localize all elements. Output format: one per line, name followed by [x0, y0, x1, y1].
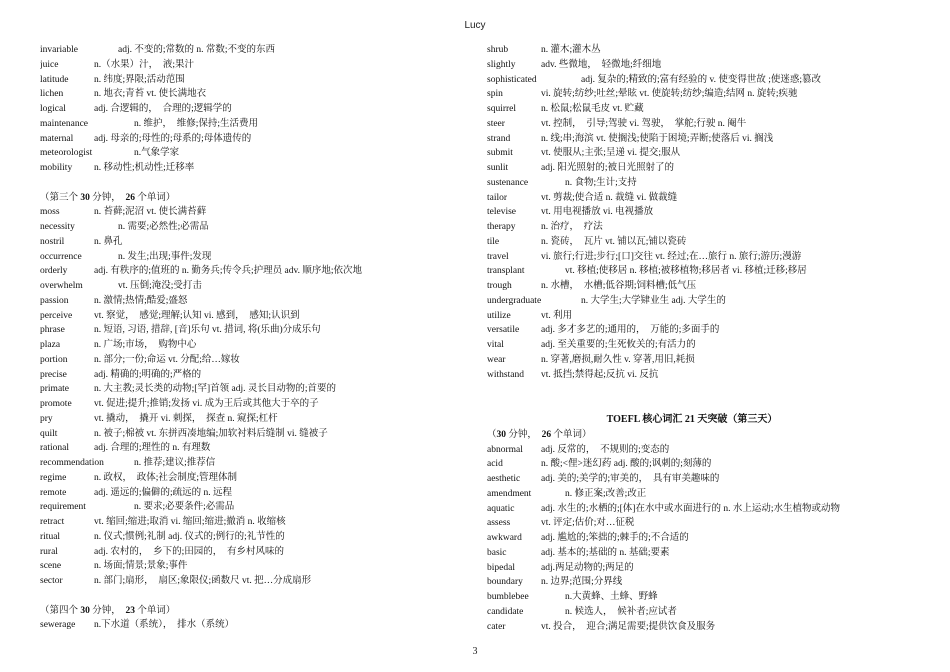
page-header: Lucy	[464, 20, 486, 31]
vocab-entry	[487, 561, 897, 576]
vocab-word: amendment	[487, 488, 532, 499]
vocab-definition: n.下水道（系统）， 排水（系统）	[94, 620, 235, 631]
vocab-word: passion	[40, 295, 69, 306]
page-number: 3	[472, 646, 478, 657]
vocab-word: precise	[40, 369, 67, 380]
vocab-entry	[40, 250, 450, 265]
vocab-definition: n. 穿著,磨损,耐久性 v. 穿著,用旧,耗损	[541, 354, 695, 365]
vocab-word: maintenance	[40, 118, 89, 129]
vocab-word: moss	[40, 207, 60, 218]
vocab-entry	[40, 338, 450, 353]
vocab-definition: vt. 用电视播放 vi. 电视播放	[541, 207, 654, 218]
vocab-definition: adj. 阳光照射的;被日光照射了的	[541, 163, 674, 173]
vocab-entry	[40, 368, 450, 383]
vocab-word: acid	[487, 459, 503, 470]
vocab-entry	[40, 73, 450, 88]
vocab-word: vital	[487, 340, 504, 350]
vocab-entry	[40, 235, 450, 250]
vocab-definition: n. 激情;热情;酷爱;盛怒	[94, 295, 188, 306]
vocab-definition: n.气象学家	[134, 148, 180, 159]
vocab-word: logical	[40, 104, 66, 114]
vocab-entry	[487, 58, 897, 73]
vocab-word: orderly	[40, 266, 68, 277]
vocab-entry	[487, 620, 897, 635]
vocab-definition: n. 大学生;大学肄业生 adj. 大学生的	[581, 295, 726, 306]
vocab-definition: n. 松鼠;松鼠毛皮 vt. 贮藏	[541, 104, 644, 114]
vocab-entry	[40, 146, 450, 161]
vocab-definition: adj. 农村的， 乡下的;田园的， 有乡村风味的	[94, 546, 284, 557]
vocab-entry	[487, 368, 897, 383]
vocab-word: tailor	[487, 192, 508, 203]
vocab-word: aquatic	[487, 503, 515, 514]
vocab-word: perceive	[40, 310, 73, 321]
vocab-entry	[487, 264, 897, 279]
vocab-definition: vt. 抵挡;禁得起;反抗 vi. 反抗	[541, 369, 659, 380]
vocab-word: regime	[40, 472, 67, 483]
vocab-entry	[487, 546, 897, 561]
vocab-definition: n. 鼻孔	[94, 236, 123, 247]
vocab-word: plaza	[40, 340, 61, 350]
vocab-entry	[487, 309, 897, 324]
vocab-definition: adj. 水生的;水栖的;[体]在水中或水面进行的 n. 水上运动;水生植物或动物	[541, 503, 840, 514]
vocab-definition: vt. 利用	[541, 310, 573, 321]
vocab-definition: vt. 撬动， 撬开 vi. 刺探， 探查 n. 窥探;杠杆	[94, 413, 278, 424]
vocab-definition: adj. 母亲的;母性的;母系的;母体遗传的	[94, 133, 252, 144]
vocab-definition: vt. 促进;提升;推销;发扬 vi. 成为王后或其他大于卒的子	[94, 399, 319, 409]
vocab-definition: adj. 复杂的;精致的;富有经验的 v. 使变得世故 ;使迷惑;篡改	[581, 74, 822, 85]
vocab-entry	[40, 515, 450, 530]
vocab-entry	[487, 516, 897, 531]
vocab-word: spin	[487, 89, 503, 100]
vocab-definition: n. 纬度;界限;活动范围	[94, 74, 185, 85]
vocab-word: overwhelm	[40, 281, 83, 291]
vocab-definition: adj. 有秩序的;值班的 n. 勤务兵;传令兵;护理员 adv. 顺序地;依次地	[94, 266, 363, 277]
vocab-entry	[487, 43, 897, 58]
vocab-word: lichen	[40, 89, 64, 100]
vocab-entry	[40, 220, 450, 235]
vocab-entry	[40, 161, 450, 176]
vocab-definition: vt. 控制， 引导;驾驶 vi. 驾驶， 掌舵;行驶 n. 阉牛	[541, 118, 747, 129]
section-title: TOEFL 核心词汇 21 天突破（第三天）	[606, 413, 778, 425]
vocab-definition: adj. 精确的;明确的;严格的	[94, 369, 202, 380]
vocab-word: occurrence	[40, 251, 82, 262]
vocab-word: shrub	[487, 45, 509, 55]
vocab-definition: vt. 察觉， 感觉;理解;认知 vi. 感到， 感知;认识到	[94, 310, 300, 321]
vocab-word: aesthetic	[487, 474, 521, 484]
vocab-word: basic	[487, 547, 507, 558]
vocab-definition: n. 大主教;灵长类的动物;[罕]首领 adj. 灵长目动物的;首要的	[94, 384, 336, 395]
vocab-definition: n. 瓷砖， 瓦片 vt. 铺以瓦;铺以瓷砖	[541, 236, 687, 247]
vocab-word: undergraduate	[487, 295, 542, 306]
vocab-entry	[40, 205, 450, 220]
vocab-entry	[40, 279, 450, 294]
vocab-definition: n. 被子;棉被 vt. 东拼西凑地编;加软衬料后缝制 vi. 缝被子	[94, 428, 328, 439]
vocab-definition: n. 短语, 习语, 措辞, [音]乐句 vt. 措词, 将(乐曲)分成乐句	[94, 325, 321, 336]
vocab-entry	[40, 43, 450, 58]
vocab-word: abnormal	[487, 444, 523, 455]
vocab-entry	[487, 443, 897, 458]
vocab-entry	[40, 500, 450, 515]
vocab-definition: vt. 压倒;淹没;受打击	[118, 281, 202, 291]
vocab-word: sewerage	[40, 620, 76, 631]
vocab-entry	[487, 502, 897, 517]
vocab-entry	[487, 102, 897, 117]
vocab-word: therapy	[487, 222, 516, 232]
vocab-definition: n. 移动性;机动性;迁移率	[94, 163, 195, 173]
vocab-entry	[487, 531, 897, 546]
vocab-entry	[487, 457, 897, 472]
spacer	[487, 397, 897, 412]
vocab-entry	[40, 397, 450, 412]
vocab-definition: vi. 旋转;纺纱;吐丝;晕眩 vt. 使旋转;纺纱;编造;结网 n. 旋转;疾驰	[541, 89, 798, 100]
section-heading-third: （第三个 30 分钟， 26 个单词）	[40, 192, 176, 203]
section-heading-fourth: （第四个 30 分钟， 23 个单词）	[40, 605, 176, 616]
vocab-definition: n. 地衣;青苔 vt. 使长满地衣	[94, 89, 207, 100]
vocab-definition: n. 修正案;改善;改正	[565, 488, 647, 499]
vocab-definition: n.大黄蜂、土蜂、野蜂	[565, 592, 658, 602]
vocab-definition: n. 灌木;灌木丛	[541, 45, 601, 55]
vocab-word: sunlit	[487, 163, 509, 173]
vocab-word: sustenance	[487, 177, 529, 188]
vocab-definition: vt. 评定;估价;对…征税	[541, 518, 635, 529]
vocab-word: retract	[40, 517, 65, 527]
vocab-word: maternal	[40, 133, 74, 144]
vocab-word: cater	[487, 621, 506, 632]
left-column	[40, 43, 450, 633]
vocab-entry	[487, 205, 897, 220]
vocab-definition: n. 政权， 政体;社会制度;管理体制	[94, 472, 238, 483]
vocab-entry	[40, 441, 450, 456]
vocab-word: necessity	[40, 222, 75, 232]
vocab-definition: n. 维护， 维修;保持;生活费用	[134, 118, 259, 129]
vocab-definition: n. 候选人， 候补者;应试者	[565, 606, 677, 617]
vocab-entry	[40, 132, 450, 147]
vocab-word: pry	[40, 413, 53, 424]
vocab-entry	[40, 353, 450, 368]
vocab-definition: adj. 美的;美学的;审美的， 具有审美趣味的	[541, 474, 720, 484]
vocab-entry	[40, 382, 450, 397]
vocab-entry	[487, 487, 897, 502]
vocab-entry	[487, 590, 897, 605]
vocab-entry	[40, 545, 450, 560]
vocab-definition: vt. 投合， 迎合;满足需要;提供饮食及服务	[541, 621, 716, 632]
vocab-entry	[40, 102, 450, 117]
vocab-word: mobility	[40, 163, 73, 173]
vocab-definition: n. 线;串;海滨 vt. 使搁浅;使陷于困境;弄断;使落后 vi. 搁浅	[541, 133, 774, 144]
vocab-entry	[487, 353, 897, 368]
vocab-entry	[487, 575, 897, 590]
vocab-word: rural	[40, 546, 58, 557]
vocab-word: remote	[40, 487, 67, 498]
vocab-definition: vt. 移植;使移居 n. 移植;被移植物;移居者 vi. 移植;迁移;移居	[565, 266, 807, 277]
vocab-word: meteorologist	[40, 148, 93, 159]
vocab-entry	[487, 176, 897, 191]
vocab-word: versatile	[487, 325, 520, 336]
vocab-definition: n. 仪式;惯例;礼制 adj. 仪式的;例行的;礼节性的	[94, 531, 285, 542]
vocab-entry	[40, 87, 450, 102]
vocab-word: latitude	[40, 74, 69, 85]
vocab-entry	[40, 456, 450, 471]
vocab-word: strand	[487, 133, 511, 144]
vocab-list-left-1	[40, 43, 450, 176]
vocab-word: assess	[487, 518, 511, 529]
spacer	[40, 589, 450, 604]
vocab-word: transplant	[487, 266, 525, 277]
vocab-definition: vt. 使服从;主张;呈递 vi. 提交;服从	[541, 148, 681, 159]
vocab-definition: adj. 不变的;常数的 n. 常数;不变的东西	[118, 45, 276, 55]
vocab-definition: vi. 旅行;行进;步行;[口]交往 vt. 经过;在…旅行 n. 旅行;游历;漫游	[541, 251, 802, 262]
vocab-definition: adj. 反常的， 不规则的;变态的	[541, 444, 670, 455]
vocab-list-left-3	[40, 618, 450, 633]
vocab-word: candidate	[487, 606, 524, 617]
vocab-entry	[40, 486, 450, 501]
vocab-definition: adj. 基本的;基础的 n. 基础;要素	[541, 547, 670, 558]
vocab-word: boundary	[487, 577, 523, 588]
vocab-definition: adj. 遥远的;偏僻的;疏远的 n. 远程	[94, 487, 233, 498]
vocab-entry	[40, 530, 450, 545]
vocab-entry	[40, 574, 450, 589]
vocab-list-right-1	[487, 43, 897, 382]
vocab-definition: n. 要求;必要条件;必需品	[134, 502, 235, 513]
vocab-word: travel	[487, 251, 509, 262]
vocab-definition: n. 治疗， 疗法	[541, 222, 603, 232]
vocab-word: bumblebee	[487, 592, 529, 602]
spacer	[487, 382, 897, 397]
vocab-word: sector	[40, 576, 63, 586]
vocab-definition: n. 发生;出现;事件;发现	[118, 251, 212, 262]
vocab-word: bipedal	[487, 562, 515, 573]
vocab-entry	[487, 279, 897, 294]
vocab-list-right-2	[487, 443, 897, 635]
vocab-entry	[487, 117, 897, 132]
vocab-definition: n. 需要;必然性;必需品	[118, 222, 209, 232]
vocab-word: rational	[40, 443, 70, 454]
vocab-entry	[40, 264, 450, 279]
vocab-definition: n.（水果）汁， 液;果汁	[94, 59, 195, 70]
vocab-entry	[487, 323, 897, 338]
vocab-word: juice	[40, 59, 59, 70]
vocab-word: primate	[40, 384, 70, 395]
vocab-entry	[487, 73, 897, 88]
vocab-definition: adj. 合逻辑的， 合理的;逻辑学的	[94, 104, 232, 114]
vocab-entry	[40, 323, 450, 338]
vocab-word: recommendation	[40, 458, 104, 468]
vocab-entry	[487, 235, 897, 250]
vocab-definition: n. 水槽， 水槽;低谷期;饲料槽;低气压	[541, 281, 697, 291]
vocab-entry	[40, 412, 450, 427]
vocab-word: trough	[487, 281, 512, 291]
vocab-word: withstand	[487, 369, 524, 380]
vocab-entry	[40, 427, 450, 442]
vocab-entry	[487, 161, 897, 176]
vocab-definition: n. 酸;<俚>迷幻药 adj. 酸的;讽刺的;刻薄的	[541, 459, 712, 470]
vocab-word: sophisticated	[487, 74, 537, 85]
vocab-word: invariable	[40, 45, 78, 55]
vocab-word: quilt	[40, 428, 58, 439]
vocab-entry	[40, 294, 450, 309]
vocab-definition: adj. 尴尬的;笨拙的;棘手的;不合适的	[541, 533, 689, 543]
vocab-entry	[487, 294, 897, 309]
vocab-word: televise	[487, 207, 517, 218]
vocab-definition: adj. 多才多艺的;通用的， 万能的;多面手的	[541, 325, 720, 336]
vocab-definition: n. 苔藓;泥沼 vt. 使长满苔藓	[94, 207, 207, 218]
vocab-definition: n. 部分;一份;命运 vt. 分配;给…嫁妆	[94, 354, 240, 365]
vocab-word: submit	[487, 148, 513, 159]
vocab-entry	[487, 146, 897, 161]
right-column	[487, 43, 897, 634]
vocab-entry	[487, 250, 897, 265]
vocab-entry	[487, 191, 897, 206]
vocab-entry	[40, 471, 450, 486]
vocab-list-left-2	[40, 205, 450, 589]
vocab-definition: adj. 合理的;理性的 n. 有理数	[94, 443, 211, 454]
vocab-word: utilize	[487, 310, 511, 321]
vocab-definition: adj.两足动物的;两足的	[541, 562, 634, 573]
vocab-entry	[487, 605, 897, 620]
vocab-word: portion	[40, 354, 68, 365]
section-heading-day3: （30 分钟， 26 个单词）	[487, 429, 592, 440]
vocab-entry	[487, 220, 897, 235]
vocab-entry	[40, 559, 450, 574]
vocab-word: phrase	[40, 325, 65, 336]
vocab-word: ritual	[40, 531, 61, 542]
vocab-definition: adv. 些微地， 轻微地;纤细地	[541, 59, 662, 70]
vocab-word: promote	[40, 399, 72, 409]
vocab-word: awkward	[487, 533, 522, 543]
vocab-definition: n. 推荐;建议;推荐信	[134, 458, 216, 468]
vocab-word: squirrel	[487, 104, 517, 114]
vocab-definition: n. 广场;市场， 购物中心	[94, 340, 197, 350]
vocab-word: tile	[487, 236, 500, 247]
vocab-word: requirement	[40, 502, 86, 513]
vocab-word: nostril	[40, 236, 65, 247]
spacer	[40, 176, 450, 191]
vocab-entry	[487, 338, 897, 353]
vocab-word: wear	[487, 354, 506, 365]
vocab-word: steer	[487, 118, 505, 129]
vocab-definition: n. 部门;扇形， 扇区;象限仪;函数尺 vt. 把…分成扇形	[94, 576, 312, 586]
vocab-entry	[40, 618, 450, 633]
vocab-definition: n. 边界;范围;分界线	[541, 577, 623, 588]
vocab-entry	[487, 87, 897, 102]
vocab-entry	[40, 117, 450, 132]
vocab-word: slightly	[487, 59, 516, 70]
vocab-definition: n. 食物;生计;支持	[565, 177, 637, 188]
vocab-definition: n. 场面;情景;景象;事件	[94, 561, 188, 572]
vocab-definition: vt. 缩回;缩进;取消 vi. 缩回;缩进;撤消 n. 收缩核	[94, 517, 286, 527]
vocab-entry	[487, 472, 897, 487]
vocab-definition: vt. 剪裁;使合适 n. 裁缝 vi. 做裁缝	[541, 192, 678, 203]
vocab-definition: adj. 至关重要的;生死攸关的;有活力的	[541, 340, 696, 350]
vocab-entry	[40, 58, 450, 73]
vocab-entry	[487, 132, 897, 147]
vocab-entry	[40, 309, 450, 324]
vocab-word: scene	[40, 561, 62, 572]
